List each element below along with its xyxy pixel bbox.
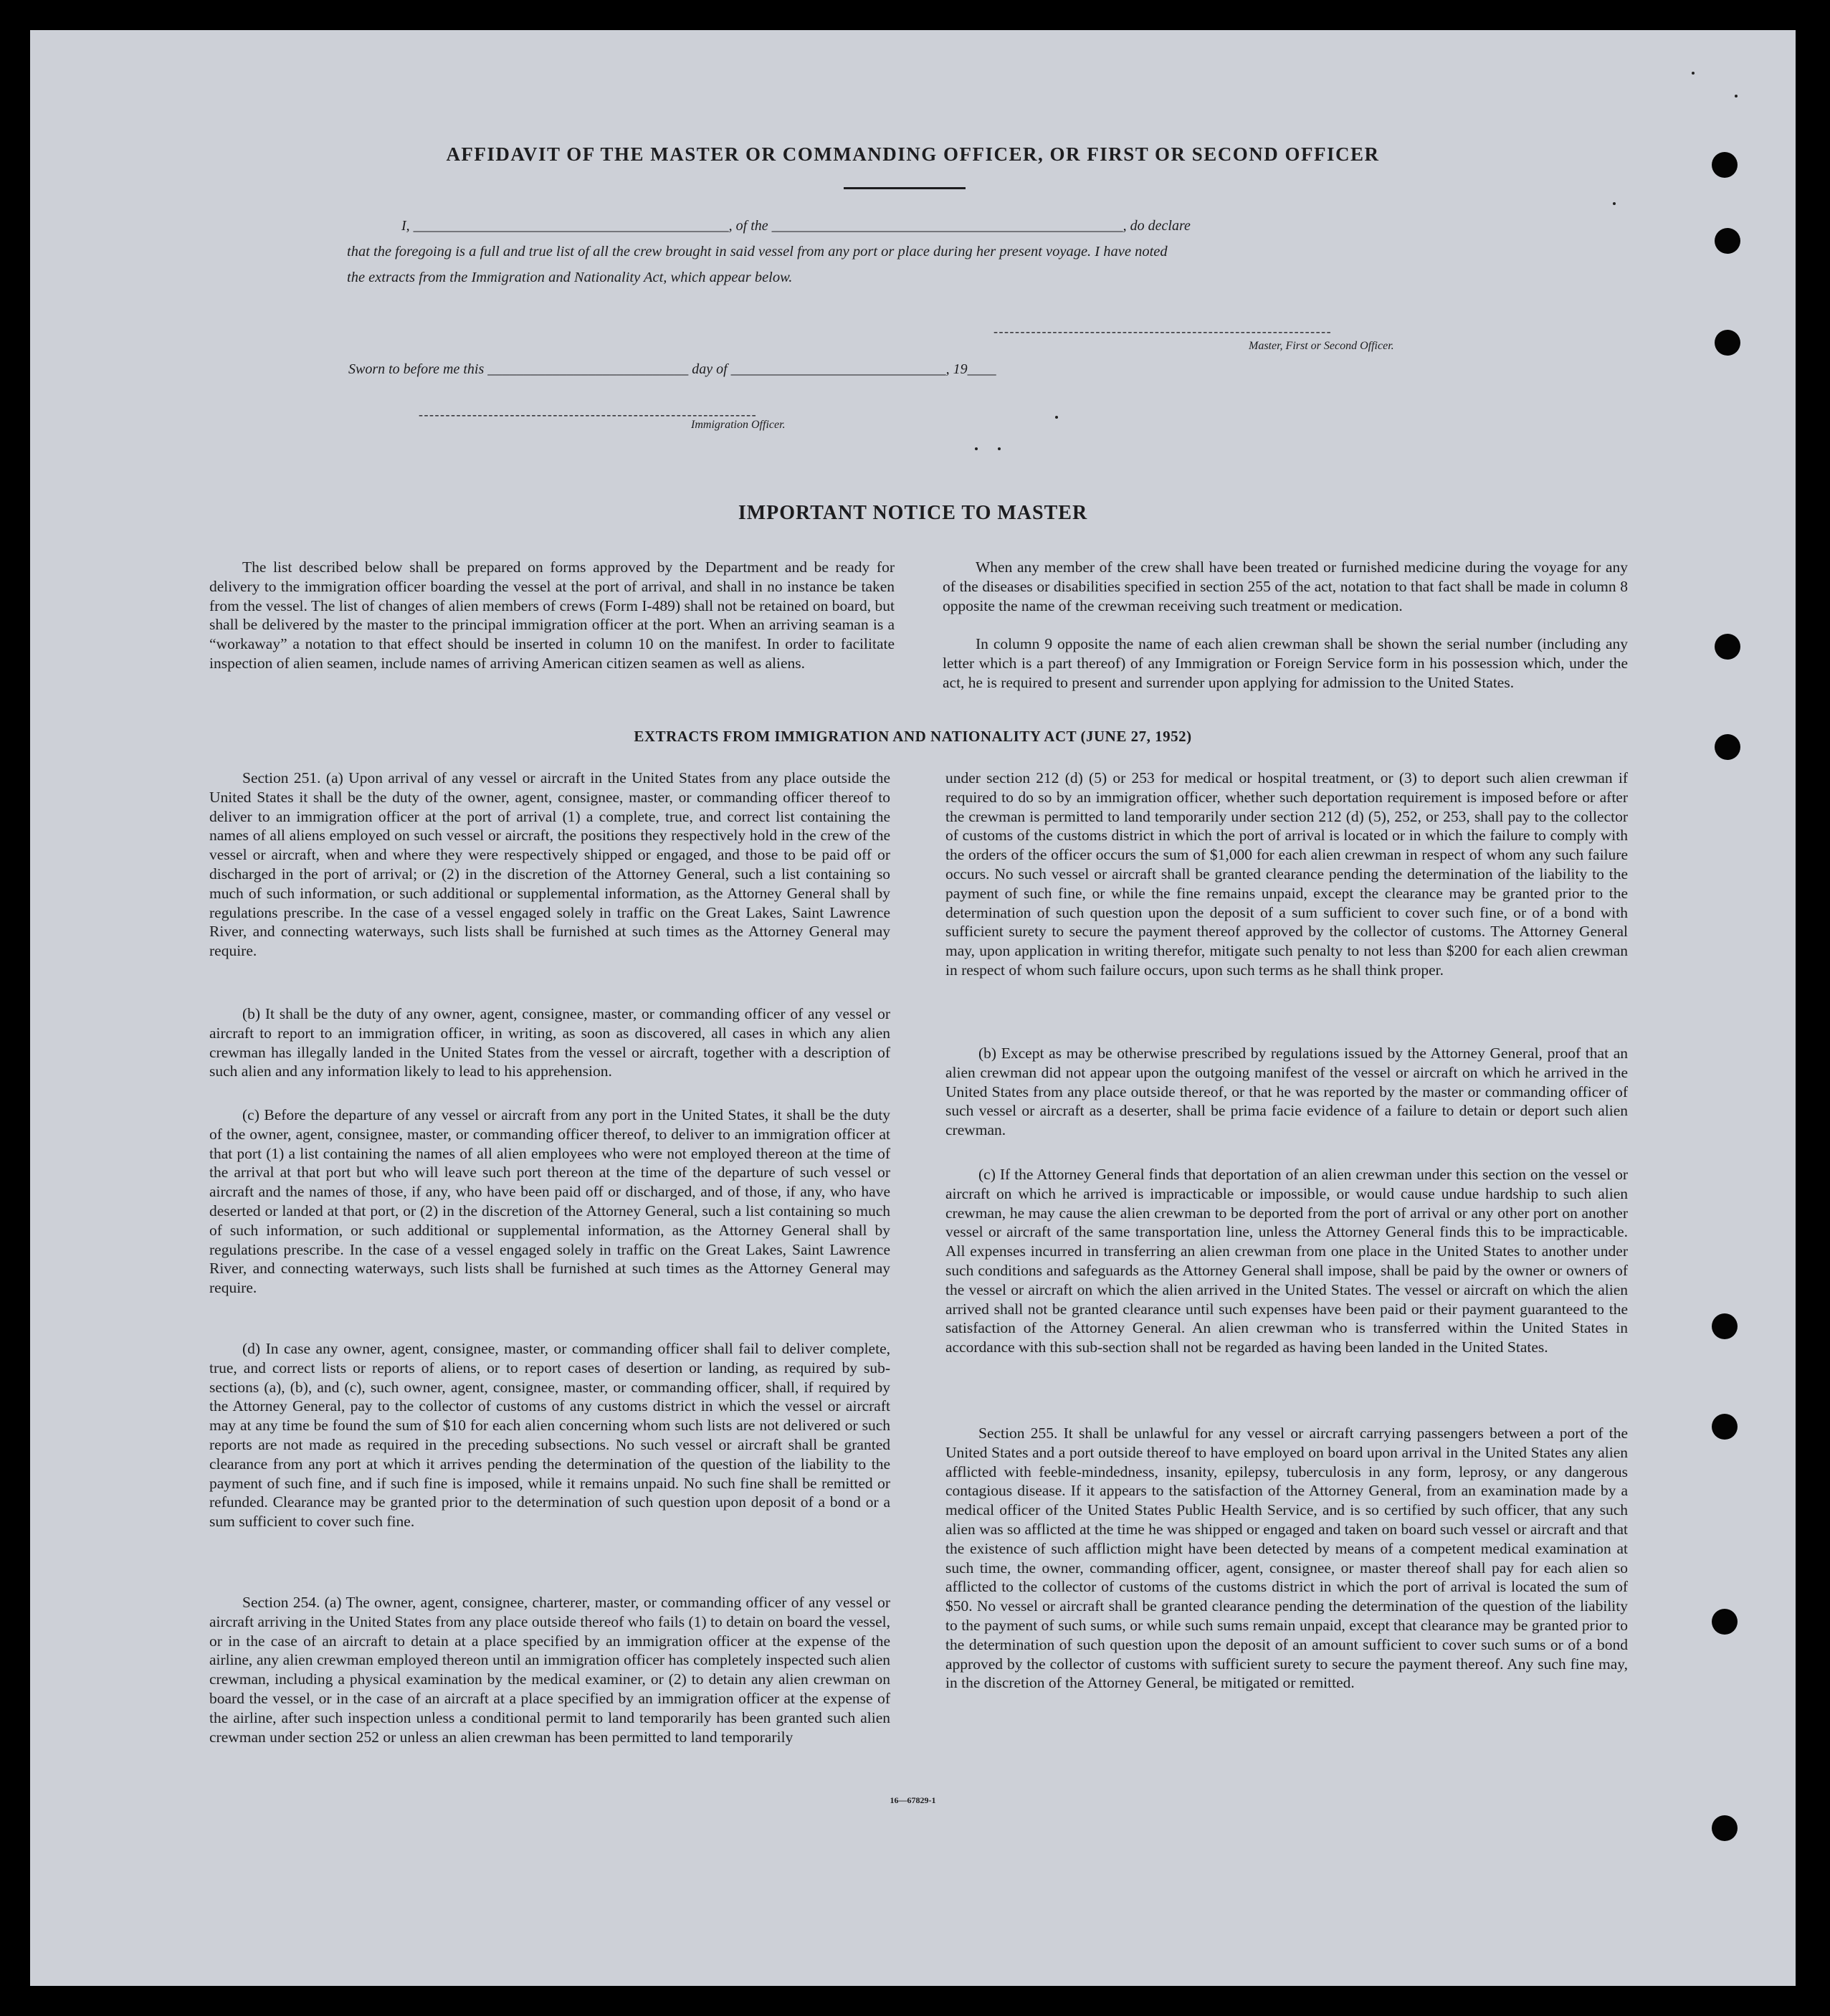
extract-paragraph: under section 212 (d) (5) or 253 for medical or hospital treatment, or (3) to deport such alien crewman if required to do so by an immigration officer, whether such deportation requirement is imposed before or after the crewman is permitted to land temporarily under section 212 (d) (5), 252, or 253, shall pay to the collector of customs of the customs district in which the port of arrival is located or in which the failure to comply with the orders of the officer occurs the sum of $1,000 for each alien crewman in respect of whom any such failure occurs. No such vessel or aircraft shall be granted clearance pending the determination of the liability to the payment of such fine, or while the fine remains unpaid, except the clearance may be granted prior to the determination of such question upon the deposit of a sum sufficient to cover such fine, or of a bond with sufficient surety to secure the payment thereof approved by the collector of customs. The Attorney General may, upon application in writing therefor, mitigate such penalty to not less than $200 for each alien crewman in respect of whom such failure occurs, upon such terms as he shall think proper. [945, 769, 1628, 979]
affidavit-text-line: that the foregoing is a full and true list of all the crew brought in said vessel from any port or place during her present voyage. I have noted [347, 244, 1168, 260]
notice-right-paragraph-2: In column 9 opposite the name of each alien crewman shall be shown the serial number (including any letter which is a part thereof) of any Immigration or Foreign Service form in his possession which, under the act, he is required to present and surrender upon applying for admission to the United States. [943, 635, 1628, 691]
extract-paragraph: (c) If the Attorney General finds that deportation of an alien crewman under this section on the vessel or aircraft on which he arrived is impracticable or impossible, or would cause undue hardship to such alien crewman, he may cause the alien crewman to be deported from the port of arrival or any other port on another vessel or aircraft of the same transportation line, unless the Attorney General finds this to be impracticable. All expenses incurred in transferring an alien crewman from one place in the United States to another under such conditions and safeguards as the Attorney General shall impose, shall be paid by the owner or owners of the vessel or aircraft on which the alien arrived in the United States. The vessel or aircraft on which the alien arrived shall not be granted clearance until such expenses have been paid or their payment guaranteed to the satisfaction of the Attorney General. An alien crewman who is transferred within the United States in accordance with this sub-section shall not be regarded as having been landed in the United States. [945, 1166, 1628, 1356]
notice-left-paragraph: The list described below shall be prepared on forms approved by the Department and be ready for delivery to the immigration officer boarding the vessel at the port of arrival, and shall in no instance be taken from the vessel. The list of changes of alien members of crews (Form I-489) shall not be retained on board, but shall be delivered by the master to the principal immigration officer at the port. When an arriving seaman is a “workaway” a notation to that effect should be inserted in column 10 on the manifest. In order to facilitate inspection of alien seamen, include names of arriving American citizen seamen as well as aliens. [209, 558, 895, 672]
affidavit-declaration-line: I, ____________________________________________, of the _________________________________________________, do declare [401, 218, 1191, 234]
extract-paragraph: Section 254. (a) The owner, agent, consignee, charterer, master, or commanding officer of any vessel or aircraft arriving in the United States from any place outside thereof who fails (1) to detain on board the vessel, or in the case of an aircraft to detain at a place specified by an immigration officer at the expense of the airline, any alien crewman employed thereon until an immigration officer has completely inspected such alien crewman, including a physical examination by the medical examiner, or (2) to detain any alien crewman on board the vessel, or in the case of an aircraft at a place specified by an immigration officer at the expense of the airline, after such inspection unless a conditional permit to land temporarily has been granted such alien crewman under section 252 or unless an alien crewman has been permitted to land temporarily [209, 1594, 890, 1746]
master-signature-label: Master, First or Second Officer. [1249, 340, 1394, 352]
sworn-line: Sworn to before me this ____________________________ day of ______________________________, 19____ [348, 361, 996, 377]
extract-paragraph: (b) Except as may be otherwise prescribed by regulations issued by the Attorney General, proof that an alien crewman did not appear upon the outgoing manifest of the vessel or aircraft on which he arrived in the United States from any place outside thereof, or that he was reported by the master or commanding officer of such vessel or aircraft as a deserter, shall be prima facie evidence of a failure to detain or deport such alien crewman. [945, 1045, 1628, 1139]
scan-speck [1735, 95, 1738, 98]
scan-speck [1613, 202, 1616, 205]
extracts-title: EXTRACTS FROM IMMIGRATION AND NATIONALITY ACT (JUNE 27, 1952) [634, 728, 1192, 745]
extract-paragraph: Section 255. It shall be unlawful for any vessel or aircraft carrying passengers between a port of the United States and a port outside thereof to have employed on board upon arrival in the United States any alien afflicted with feeble-mindedness, insanity, epilepsy, tuberculosis in any form, leprosy, or any dangerous contagious disease. If it appears to the satisfaction of the Attorney General, from an examination made by a medical officer of the United States Public Health Service, and is so certified by such officer, that any such alien was so afflicted at the time he was shipped or engaged and taken on board such vessel or aircraft and that the existence of such affliction might have been detected by means of a competent medical examination at such time, the owner, commanding officer, agent, consignee, or master thereof shall pay for each alien so afflicted to the collector of customs of the customs district in which the port of arrival is located the sum of $50. No vessel or aircraft shall be granted clearance pending the determination of the question of the liability to the payment of such sums, or while such sums remain unpaid, except that clearance may be granted prior to the determination of such question upon the deposit of an amount sufficient to cover such sums or of a bond approved by the collector of customs with sufficient surety to secure the payment thereof. Any such fine may, in the discretion of the Attorney General, be mitigated or remitted. [945, 1425, 1628, 1692]
form-number: 16—67829-1 [890, 1795, 936, 1805]
title-rule [844, 187, 966, 189]
immigration-officer-signature-line: --------------------------------------------------------------- [419, 407, 758, 422]
master-signature-line: --------------------------------------------------------------- [993, 324, 1333, 338]
affidavit-title: AFFIDAVIT OF THE MASTER OR COMMANDING OFFICER, OR FIRST OR SECOND OFFICER [446, 143, 1380, 165]
document-page [30, 30, 1796, 1986]
scan-speck [975, 447, 978, 450]
affidavit-text-line: the extracts from the Immigration and Nationality Act, which appear below. [347, 270, 793, 285]
binder-hole [1715, 634, 1740, 660]
extract-paragraph: (c) Before the departure of any vessel or aircraft from any port in the United States, it shall be the duty of the owner, agent, consignee, master, or commanding officer thereof, to deliver to an immigration officer at that port (1) a list containing the names of all alien employees who were not employed thereon at the time of the arrival at that port but who will leave such port thereon at the time of the departure of such vessel or aircraft and the names of those, if any, who have been paid off or discharged, and of those, if any, who have deserted or landed at that port, or (2) in the discretion of the Attorney General, such a list containing so much of such information, or such additional or supplemental information, as the Attorney General shall by regulations prescribe. In the case of a vessel engaged solely in traffic on the Great Lakes, Saint Lawrence River, and connecting waterways, such lists shall be furnished at such times as the Attorney General may require. [209, 1106, 890, 1297]
binder-hole [1712, 1609, 1738, 1635]
binder-hole [1712, 1313, 1738, 1339]
binder-hole [1715, 330, 1740, 356]
notice-right-paragraph-1: When any member of the crew shall have been treated or furnished medicine during the voyage for any of the diseases or disabilities specified in section 255 of the act, notation to that fact shall be made in column 8 opposite the name of the crewman receiving such treatment or medication. [943, 558, 1628, 614]
extract-paragraph: Section 251. (a) Upon arrival of any vessel or aircraft in the United States from any place outside the United States it shall be the duty of the owner, agent, consignee, master, or commanding officer thereof to deliver to an immigration officer at the port of arrival (1) a complete, true, and correct list containing the names of all aliens employed on such vessel or aircraft, the positions they respectively hold in the crew of the vessel or aircraft, when and where they were respectively shipped or engaged, and those to be paid off or discharged in the port of arrival; or (2) in the discretion of the Attorney General, such a list containing so much of such information, or such additional or supplemental information, as the Attorney General shall by regulations prescribe. In the case of a vessel engaged solely in traffic on the Great Lakes, Saint Lawrence River, and connecting waterways, such lists shall be furnished at such times as the Attorney General may require. [209, 769, 890, 960]
notice-title: IMPORTANT NOTICE TO MASTER [738, 502, 1088, 524]
extract-paragraph: (d) In case any owner, agent, consignee, master, or commanding officer shall fail to deliver complete, true, and correct lists or reports of aliens, or to report cases of desertion or landing, as required by sub-sections (a), (b), and (c), such owner, agent, consignee, master, or commanding officer, shall, if required by the Attorney General, pay to the collector of customs of any customs district in which the vessel or aircraft may at any time be found the sum of $10 for each alien concerning whom such lists are not delivered or such reports are not made as required in the preceding subsections. No such vessel or aircraft shall be granted clearance from any port at which it arrives pending the determination of the question of the liability to the payment of such fine, and if such fine is imposed, while it remains unpaid. No such fine shall be remitted or refunded. Clearance may be granted prior to the determination of such question upon deposit of a bond or a sum sufficient to cover such fine. [209, 1340, 890, 1531]
binder-hole [1712, 1815, 1738, 1841]
scan-speck [1055, 416, 1058, 419]
immigration-officer-label: Immigration Officer. [691, 419, 786, 431]
binder-hole [1712, 1414, 1738, 1440]
scan-speck [1692, 72, 1695, 75]
binder-hole [1715, 228, 1740, 254]
extract-paragraph: (b) It shall be the duty of any owner, agent, consignee, master, or commanding officer of any vessel or aircraft to report to an immigration officer, in writing, as soon as discovered, all cases in which any alien crewman has illegally landed in the United States from the vessel or aircraft, together with a description of such alien and any information likely to lead to his apprehension. [209, 1005, 890, 1080]
scan-speck [998, 447, 1001, 450]
